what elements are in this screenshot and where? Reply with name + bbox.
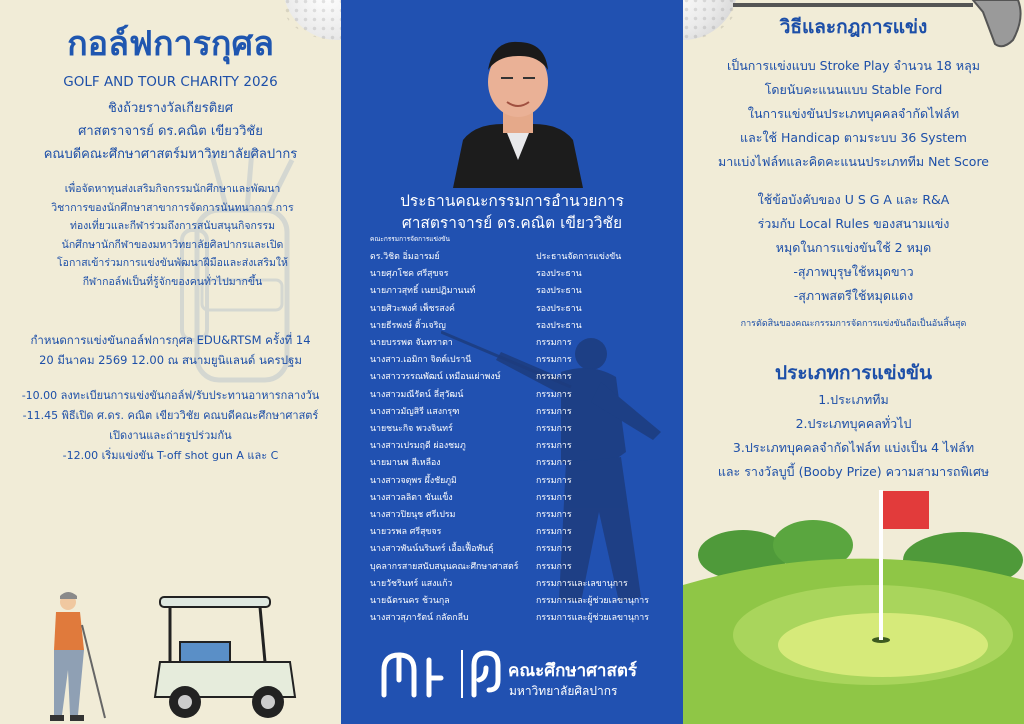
paragraph-line: โอกาสเข้าร่วมการแข่งขันพัฒนาฝีมือและส่งเสริมให้ [57, 257, 288, 269]
committee-member-role: กรรมการ [536, 458, 572, 469]
faculty-name: คณะศึกษาศาสตร์ [508, 661, 637, 681]
committee-member-role: กรรมการ [536, 389, 572, 400]
committee-member-name: นางสาวมัญสิรี แสงกรุฑ [370, 406, 460, 417]
committee-member-name: ดร.วิชิต อิ่มอารมย์ [370, 252, 440, 262]
type-item: และ รางวัลบูบี้ (Booby Prize) ความสามารถพิเศษ [717, 464, 990, 479]
type-item: 3.ประเภทบุคคลจำกัดไฟล์ท แบ่งเป็น 4 ไฟล์ท [732, 440, 975, 455]
usga-line: ร่วมกับ Local Rules ของสนามแข่ง [757, 216, 950, 231]
rule-line: เป็นการแข่งแบบ Stroke Play จำนวน 18 หลุม [727, 58, 980, 73]
committee-member-name: นายชนะกิจ พวงจินทร์ [370, 424, 453, 434]
committee-member-name: บุคลากรสายสนับสนุนคณะศึกษาศาสตร์ [370, 561, 519, 572]
agenda-item: -10.00 ลงทะเบียนการแข่งขันกอล์ฟ/รับประทานอาหารกลางวัน [21, 389, 320, 402]
trophy-line: ชิงถ้วยรางวัลเกียรติยศ [107, 101, 234, 116]
professor-line: ศาสตราจารย์ ดร.คณิต เขียววิชัย [78, 124, 263, 139]
committee-row [370, 610, 670, 627]
agenda-item: เปิดงานและถ่ายรูปร่วมกัน [109, 429, 232, 442]
paragraph-line: ท่องเที่ยวและกีฬาร่วมถึงการสนับสนุนกิจกรรม [69, 220, 276, 232]
committee-row [370, 593, 670, 610]
committee-row [370, 352, 670, 369]
committee-member-role: กรรมการ [536, 441, 572, 452]
right-panel [683, 0, 1024, 724]
committee-member-name: นายบรรพต จันทราตา [370, 338, 453, 348]
agenda-item: -11.45 พิธีเปิด ศ.ดร. คณิต เขียววิชัย คณบดีคณะศึกษาศาสตร์ [22, 409, 319, 422]
committee-row [370, 541, 670, 558]
committee-row [370, 249, 670, 266]
purpose-paragraph [30, 180, 315, 291]
committee-member-name: นางสาว.เอมิกา จิตต์เปรานี [370, 355, 472, 366]
committee-member-role: รองประธาน [536, 286, 582, 297]
logo-divider [461, 650, 463, 698]
committee-member-role: กรรมการ [536, 372, 572, 383]
committee-row [370, 576, 670, 593]
event-title: กอล์ฟการกุศล [67, 24, 274, 64]
agenda-item: -12.00 เริ่มแข่งขัน T-off shot gun A และ C [62, 449, 279, 462]
committee-member-role: กรรมการ [536, 561, 572, 572]
rule-line: โดยนับคะแนนแบบ Stable Ford [764, 82, 943, 97]
decision-note: การตัดสินของคณะกรรมการจัดการแข่งขันถือเป็นอันสิ้นสุด [740, 319, 967, 329]
committee-member-role: กรรมการ [536, 424, 572, 434]
committee-member-role: รองประธาน [536, 320, 582, 331]
committee-row [370, 266, 670, 283]
usga-line: -สุภาพบุรุษใช้หมุดขาว [793, 264, 914, 279]
committee-member-role: กรรมการ [536, 355, 572, 366]
committee-row [370, 524, 670, 541]
committee-member-role: กรรมการ [536, 527, 572, 538]
committee-member-name: นายฉัตรนคร ช้วนกุล [370, 596, 450, 606]
red-flag-icon [883, 491, 929, 529]
university-logo-icon [379, 650, 449, 700]
rule-line: ในการแข่งขันประเภทบุคคลจำกัดไฟล์ท [747, 106, 960, 121]
committee-member-role: รองประธาน [536, 303, 582, 314]
committee-row [370, 301, 670, 318]
schedule-date-line: 20 มีนาคม 2569 12.00 ณ สนามยูนิแลนด์ นครปฐม [39, 353, 302, 367]
committee-member-role: ประธานจัดการแข่งขัน [536, 252, 622, 262]
type-item: 2.ประเภทบุคคลทั่วไป [795, 416, 912, 431]
committee-member-role: กรรมการและผู้ช่วยเลขานุการ [536, 613, 649, 624]
golfer-figure [30, 590, 120, 724]
chairman-portrait [453, 30, 583, 188]
committee-row [370, 438, 670, 455]
committee-member-role: กรรมการและเลขานุการ [536, 578, 628, 589]
committee-row [370, 473, 670, 490]
paragraph-line: กีฬากอล์ฟเป็นที่รู้จักของคนทั่วไปมากขึ้น [82, 275, 263, 288]
university-name: มหาวิทยาลัยศิลปากร [509, 684, 618, 698]
committee-row [370, 318, 670, 335]
committee-member-role: กรรมการและผู้ช่วยเลขานุการ [536, 596, 649, 606]
committee-member-name: นางสาววรรณพัฒน์ เหมือนเผ่าพงษ์ [370, 372, 501, 383]
committee-row [370, 387, 670, 404]
committee-member-name: นายมานพ สีเหลือง [370, 458, 441, 469]
committee-member-role: กรรมการ [536, 406, 572, 417]
committee-member-name: นายวรพล ศรีสุขจร [370, 527, 442, 538]
paragraph-line: นักศึกษานักกีฬาของมหาวิทยาลัยศิลปากรและเปิด [61, 238, 284, 251]
middle-panel [341, 0, 683, 724]
committee-member-name: นางสาวจตุพร ผึ้งชัยภูมิ [370, 475, 457, 486]
committee-member-name: นายศุภโชค ศรีสุขจร [370, 269, 449, 280]
committee-member-name: นางสาวลลิตา ขันแข็ง [370, 492, 453, 503]
schedule-line: กำหนดการแข่งขันกอล์ฟการกุศล EDU&RTSM ครั้งที่ 14 [30, 333, 311, 347]
committee-row [370, 559, 670, 576]
committee-member-role: กรรมการ [536, 338, 572, 348]
committee-member-name: นายภาวสุทธิ์ เนยปฏิมานนท์ [370, 286, 476, 297]
committee-member-name: นางสาวปิยนุช ศรีเปรม [370, 510, 456, 520]
committee-member-role: กรรมการ [536, 475, 572, 486]
committee-member-role: กรรมการ [536, 492, 572, 503]
committee-label: คณะกรรมการจัดการแข่งขัน [370, 235, 450, 243]
committee-member-role: กรรมการ [536, 544, 572, 555]
committee-row [370, 507, 670, 524]
committee-member-name: นางสาวสุภารัตน์ กลัดกลีบ [370, 613, 469, 624]
committee-member-name: นางสาวเปรมฤดี ผ่องชมภู [370, 441, 466, 452]
paragraph-line: วิชาการของนักศึกษาสาขาการจัดการนันทนาการ การ [51, 201, 294, 214]
committee-member-name: นางสาวมณีรัตน์ ลี่สุวัฒน์ [370, 389, 464, 400]
chair-name: ศาสตราจารย์ ดร.คณิต เขียววิชัย [401, 214, 623, 232]
committee-member-name: นายวัชรินทร์ แสงแก้ว [370, 578, 453, 589]
paragraph-line: เพื่อจัดหาทุนส่งเสริมกิจกรรมนักศึกษาและพัฒนา [64, 183, 281, 195]
rule-line: และใช้ Handicap ตามระบบ 36 System [740, 130, 967, 145]
committee-row [370, 335, 670, 352]
event-subtitle-en: GOLF AND TOUR CHARITY 2026 [63, 74, 278, 90]
chair-heading: ประธานคณะกรรมการอำนวยการ [400, 192, 624, 210]
types-title: ประเภทการแข่งขัน [775, 362, 932, 384]
committee-row [370, 283, 670, 300]
committee-member-name: นางสาวพันน์นรินทร์ เอื้อเฟื้อพันธุ์ [370, 544, 494, 555]
rules-title: วิธีและกฎการแข่ง [779, 16, 928, 38]
left-panel [0, 0, 341, 724]
committee-member-role: กรรมการ [536, 510, 572, 520]
committee-member-role: รองประธาน [536, 269, 582, 280]
committee-member-name: นายธีรพงษ์ ติ้วเจริญ [370, 320, 446, 331]
faculty-logo-icon [469, 650, 503, 700]
usga-line: หมุดในการแข่งขันใช้ 2 หมุด [775, 240, 932, 255]
committee-row [370, 490, 670, 507]
usga-line: ใช้ข้อบังคับของ U S G A และ R&A [757, 192, 950, 207]
committee-member-name: นายศิวะพงศ์ เพ็ชรสงค์ [370, 303, 455, 314]
golf-course-illustration [683, 485, 1024, 724]
rule-line: มาแบ่งไฟล์ทและคิดคะแนนประเภททีม Net Score [717, 154, 989, 169]
usga-line: -สุภาพสตรีใช้หมุดแดง [793, 288, 914, 303]
committee-row [370, 421, 670, 438]
committee-row [370, 369, 670, 386]
type-item: 1.ประเภททีม [818, 392, 889, 407]
golf-cart-figure [150, 592, 300, 724]
committee-row [370, 404, 670, 421]
dean-line: คณบดีคณะศึกษาศาสตร์มหาวิทยาลัยศิลปากร [43, 147, 298, 162]
committee-row [370, 455, 670, 472]
